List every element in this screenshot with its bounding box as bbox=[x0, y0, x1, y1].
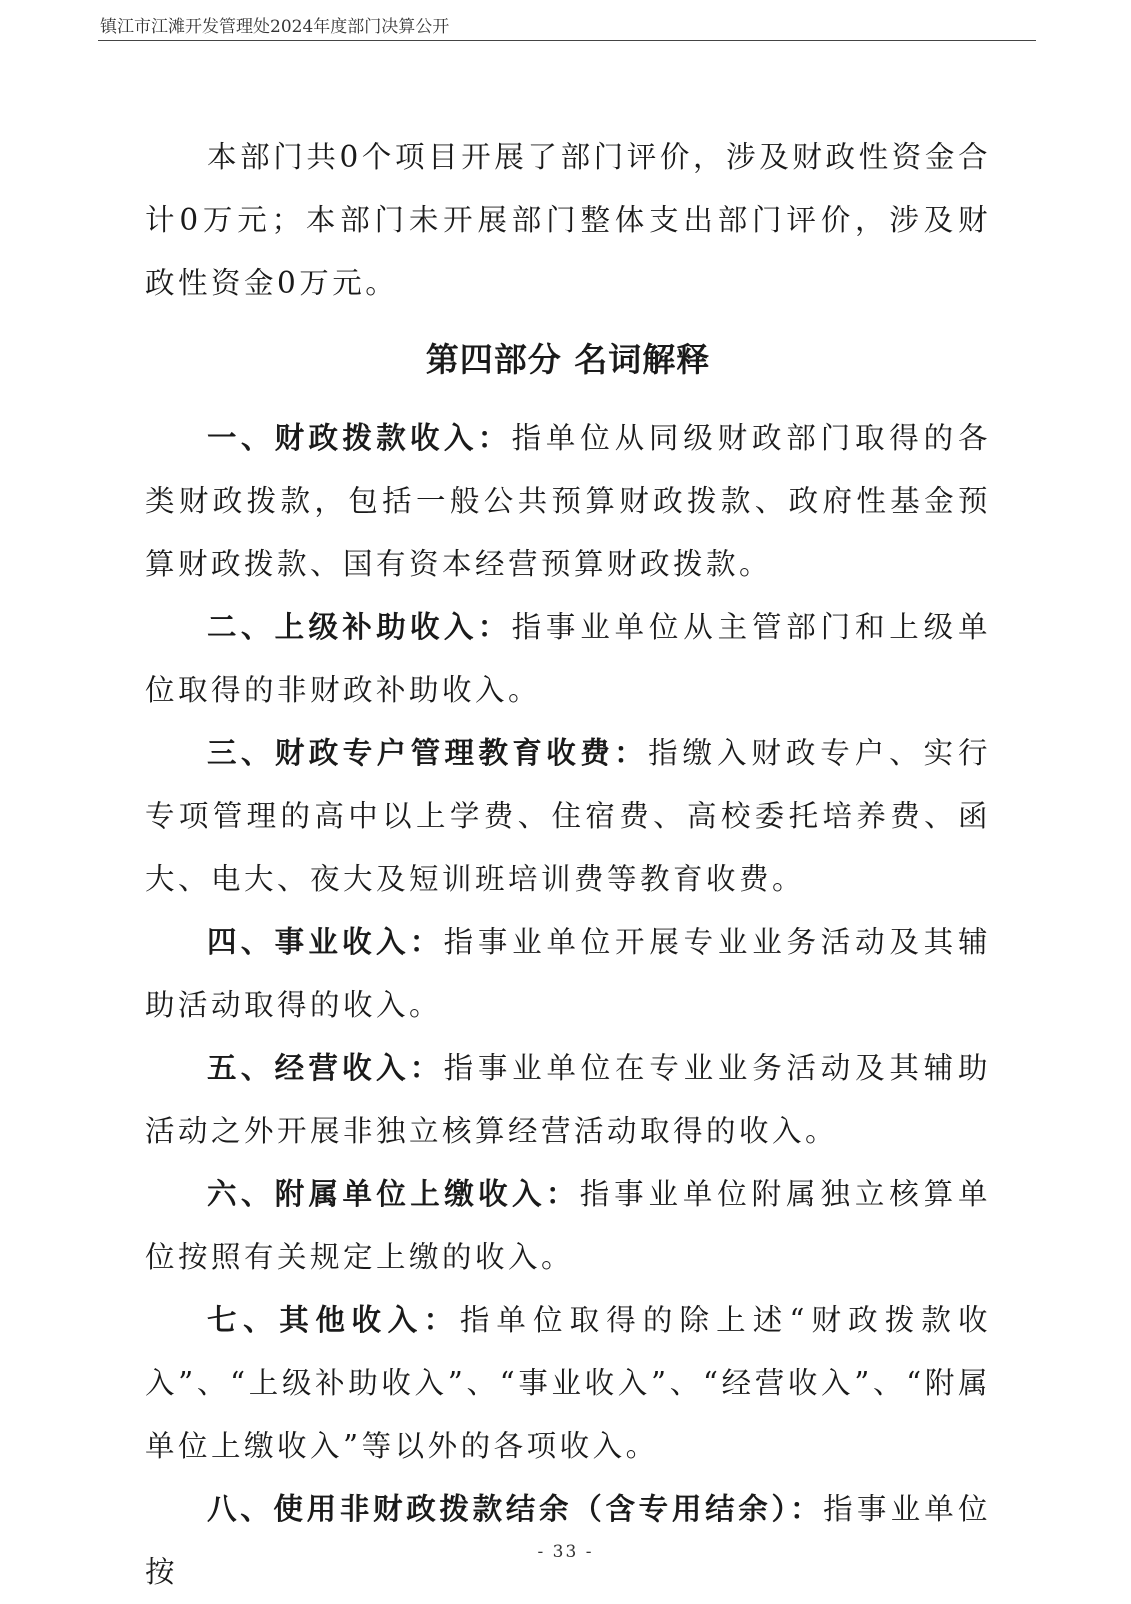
term-label: 七、其他收入： bbox=[207, 1303, 460, 1337]
term-paragraph-8 bbox=[145, 1478, 991, 1604]
running-header: 镇江市江滩开发管理处2024年度部门决算公开 bbox=[100, 17, 450, 37]
term-label: 三、财政专户管理教育收费： bbox=[207, 736, 649, 770]
term-definition: 指事业单位从主管部门和上级单位取得的非财政补助收入。 bbox=[145, 610, 991, 707]
term-label: 四、事业收入： bbox=[207, 925, 444, 959]
term-label: 一、财政拨款收入： bbox=[207, 421, 512, 455]
term-definition: 指事业单位开展专业业务活动及其辅助活动取得的收入。 bbox=[145, 925, 991, 1022]
term-label: 五、经营收入： bbox=[207, 1051, 444, 1085]
document-body bbox=[145, 126, 991, 1604]
term-paragraph-5 bbox=[145, 1037, 991, 1163]
term-label: 二、上级补助收入： bbox=[207, 610, 512, 644]
section-title: 第四部分 名词解释 bbox=[425, 340, 711, 379]
term-definition: 指单位取得的除上述“财政拨款收入”、“上级补助收入”、“事业收入”、“经营收入”、“附属单位上缴收入”等以外的各项收入。 bbox=[145, 1303, 991, 1463]
term-paragraph-3 bbox=[145, 722, 991, 911]
term-paragraph-1 bbox=[145, 407, 991, 596]
intro-paragraph: 本部门共0个项目开展了部门评价，涉及财政性资金合计0万元；本部门未开展部门整体支出部门评价，涉及财政性资金0万元。 bbox=[145, 140, 991, 300]
page-number: - 33 - bbox=[537, 1542, 594, 1562]
term-definition: 指缴入财政专户、实行专项管理的高中以上学费、住宿费、高校委托培养费、函大、电大、夜大及短训班培训费等教育收费。 bbox=[145, 736, 991, 896]
header-divider bbox=[98, 40, 1036, 41]
term-paragraph-7 bbox=[145, 1289, 991, 1478]
term-definition: 指事业单位按 bbox=[145, 1492, 991, 1589]
term-definition: 指事业单位附属独立核算单位按照有关规定上缴的收入。 bbox=[145, 1177, 991, 1274]
term-paragraph-4 bbox=[145, 911, 991, 1037]
term-definition: 指事业单位在专业业务活动及其辅助活动之外开展非独立核算经营活动取得的收入。 bbox=[145, 1051, 991, 1148]
term-paragraph-2 bbox=[145, 596, 991, 722]
term-label: 八、使用非财政拨款结余（含专用结余）： bbox=[207, 1492, 824, 1526]
term-paragraph-6 bbox=[145, 1163, 991, 1289]
term-label: 六、附属单位上缴收入： bbox=[207, 1177, 580, 1211]
term-definition: 指单位从同级财政部门取得的各类财政拨款，包括一般公共预算财政拨款、政府性基金预算财政拨款、国有资本经营预算财政拨款。 bbox=[145, 421, 991, 581]
